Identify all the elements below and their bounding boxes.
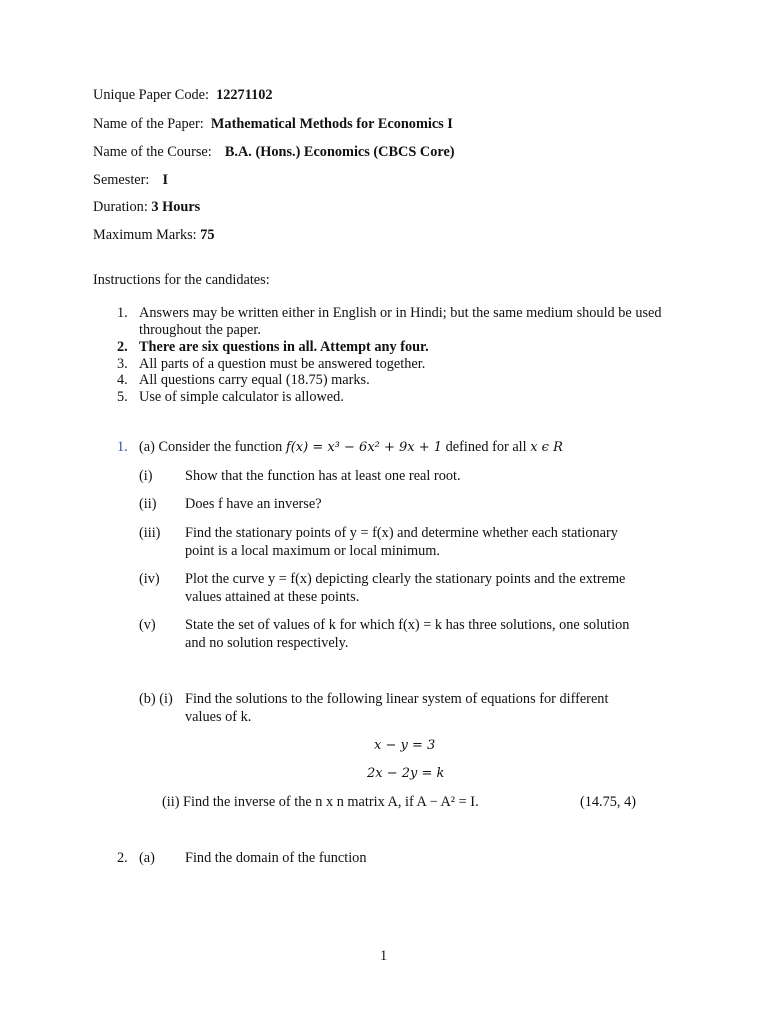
question-number: 2.: [117, 850, 128, 866]
subpart-text-cont: values attained at these points.: [185, 589, 360, 605]
subpart-label: (i): [139, 468, 153, 484]
q2-text: Find the domain of the function: [185, 850, 367, 866]
subpart-text: Show that the function has at least one real root.: [185, 468, 461, 484]
instruction-text: All parts of a question must be answered together.: [139, 356, 426, 372]
instruction-text-bold: There are six questions in all. Attempt any four.: [139, 339, 429, 355]
paper-name-value: Mathematical Methods for Economics I: [210, 116, 453, 132]
instruction-number: 3.: [117, 356, 128, 372]
course-name-line: [93, 144, 455, 161]
question-number: 1.: [117, 439, 128, 455]
course-name-label: Name of the Course:: [93, 144, 212, 160]
q1a-mid: defined for all: [445, 439, 527, 455]
subpart-text: Plot the curve y = f(x) depicting clearly the stationary points and the extreme: [185, 571, 626, 587]
paper-code-value: 12271102: [216, 87, 273, 103]
instruction-number-bold: 2.: [117, 339, 128, 355]
paper-code-line: [93, 87, 273, 104]
instruction-number: 4.: [117, 372, 128, 388]
instruction-number: 5.: [117, 389, 128, 405]
max-marks-line: [93, 227, 215, 244]
part-b-ii: (ii) Find the inverse of the n x n matrix A, if A − A² = I.: [162, 794, 479, 810]
subpart-label: (iv): [139, 571, 160, 587]
equation-2: 2x − 2y = k: [367, 766, 445, 781]
duration-value: 3 Hours: [151, 199, 201, 215]
max-marks-label: Maximum Marks:: [93, 227, 197, 243]
subpart-text: Find the stationary points of y = f(x) and determine whether each stationary: [185, 525, 618, 541]
subpart-text: Does f have an inverse?: [185, 496, 322, 512]
paper-code-label: Unique Paper Code:: [93, 87, 209, 103]
instruction-text: [139, 339, 429, 356]
max-marks-value: 75: [200, 227, 215, 243]
semester-value: I: [162, 172, 169, 188]
page-number: 1: [380, 948, 388, 964]
duration-label: Duration:: [93, 199, 148, 215]
course-name-value: B.A. (Hons.) Economics (CBCS Core): [224, 144, 455, 160]
part-b-text: Find the solutions to the following linear system of equations for different: [185, 691, 609, 707]
semester-line: [93, 172, 168, 189]
question-1a-stem: [139, 439, 563, 456]
part-b-label: (b) (i): [139, 691, 173, 707]
subpart-label: (ii): [139, 496, 157, 512]
instructions-heading: Instructions for the candidates:: [93, 272, 270, 288]
instruction-text: Answers may be written either in English or in Hindi; but the same medium should be used throughout the paper.: [139, 305, 662, 338]
paper-name-label: Name of the Paper:: [93, 116, 204, 132]
q2-part-label: (a): [139, 850, 155, 866]
paper-name-line: [93, 116, 453, 133]
q1a-domain: x ϵ R: [530, 440, 563, 455]
subpart-label: (v): [139, 617, 156, 633]
instruction-number: 1.: [117, 305, 128, 321]
part-b-text-cont: values of k.: [185, 709, 252, 725]
duration-line: [93, 199, 200, 216]
q1a-intro: (a) Consider the function: [139, 439, 283, 455]
instruction-text: Use of simple calculator is allowed.: [139, 389, 344, 405]
subpart-text: State the set of values of k for which f(x) = k has three solutions, one solution: [185, 617, 630, 633]
q1a-function: f(x) = x³ − 6x² + 9x + 1: [285, 440, 443, 455]
instruction-number: [117, 339, 128, 356]
instruction-text: All questions carry equal (18.75) marks.: [139, 372, 370, 388]
subpart-label: (iii): [139, 525, 161, 541]
subpart-text-cont: and no solution respectively.: [185, 635, 349, 651]
semester-label: Semester:: [93, 172, 150, 188]
marks-allocation: (14.75, 4): [580, 794, 636, 810]
equation-1: x − y = 3: [374, 738, 436, 753]
subpart-text-cont: point is a local maximum or local minimum.: [185, 543, 440, 559]
